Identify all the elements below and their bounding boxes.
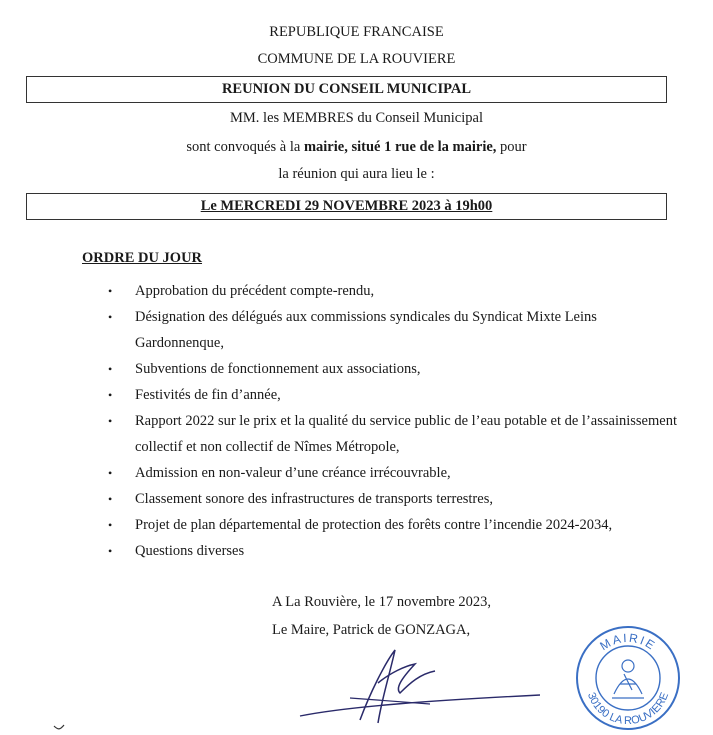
agenda-item-text: Approbation du précédent compte-rendu, xyxy=(135,283,375,299)
agenda-item xyxy=(108,304,678,356)
agenda-item xyxy=(108,460,678,486)
convocation-line-2 xyxy=(0,139,713,156)
agenda-item xyxy=(108,486,678,512)
meeting-date: Le MERCREDI 29 NOVEMBRE 2023 à 19h00 xyxy=(200,198,493,214)
svg-text:MAIRIE xyxy=(597,631,658,654)
agenda-item-text: Désignation des délégués aux commissions syndicales du Syndicat Mixte Leins Gardonnenque, xyxy=(135,309,597,351)
agenda-item xyxy=(108,278,678,304)
stamp-top-text: MAIRIE xyxy=(597,630,659,654)
agenda-item-text: Questions diverses xyxy=(135,543,245,559)
convocation-prefix: sont convoqués à la xyxy=(186,139,304,155)
tick-mark-icon xyxy=(52,722,72,734)
bullet-icon: • xyxy=(108,388,113,402)
agenda-item xyxy=(108,538,678,564)
agenda-item-text: Projet de plan départemental de protection des forêts contre l’incendie 2024-2034, xyxy=(135,517,613,533)
mairie-stamp-icon xyxy=(574,624,682,732)
bullet-icon: • xyxy=(108,414,113,428)
bullet-icon: • xyxy=(108,518,113,532)
agenda-item-text: Rapport 2022 sur le prix et la qualité du service public de l’eau potable et de l’assainissement collectif et non collectif de Nîmes Métropole, xyxy=(135,413,677,455)
bullet-icon: • xyxy=(108,362,113,376)
agenda-item-text: Admission en non-valeur d’une créance irrécouvrable, xyxy=(135,465,451,481)
convocation-line-1: MM. les MEMBRES du Conseil Municipal xyxy=(230,110,483,126)
bullet-icon: • xyxy=(108,284,113,298)
convocation-line-3: la réunion qui aura lieu le : xyxy=(278,166,435,182)
stamp-bottom-text: 30190 LA ROUVIERE xyxy=(584,690,672,728)
agenda-item xyxy=(108,408,678,460)
meeting-date-box xyxy=(26,193,667,220)
agenda-item xyxy=(108,356,678,382)
signature-image xyxy=(290,638,550,728)
agenda-item-text: Subventions de fonctionnement aux associations, xyxy=(135,361,421,377)
closing-signatory: Le Maire, Patrick de GONZAGA, xyxy=(272,622,471,638)
header-republic: REPUBLIQUE FRANCAISE xyxy=(269,24,444,40)
svg-text:30190 LA ROUVIERE xyxy=(585,691,671,727)
convocation-suffix: pour xyxy=(496,139,527,155)
bullet-icon: • xyxy=(108,492,113,506)
agenda-title: ORDRE DU JOUR xyxy=(82,250,203,266)
convocation-location: mairie, situé 1 rue de la mairie, xyxy=(303,139,497,155)
bullet-icon: • xyxy=(108,310,113,324)
agenda-list xyxy=(108,278,678,564)
meeting-title: REUNION DU CONSEIL MUNICIPAL xyxy=(221,81,472,97)
agenda-item xyxy=(108,382,678,408)
agenda-item-text: Classement sonore des infrastructures de transports terrestres, xyxy=(135,491,493,507)
agenda-item xyxy=(108,512,678,538)
agenda-item-text: Festivités de fin d’année, xyxy=(135,387,281,403)
bullet-icon: • xyxy=(108,466,113,480)
meeting-title-box xyxy=(26,76,667,103)
header-commune: COMMUNE DE LA ROUVIERE xyxy=(257,51,456,67)
closing-place-date: A La Rouvière, le 17 novembre 2023, xyxy=(272,594,492,610)
bullet-icon: • xyxy=(108,544,113,558)
